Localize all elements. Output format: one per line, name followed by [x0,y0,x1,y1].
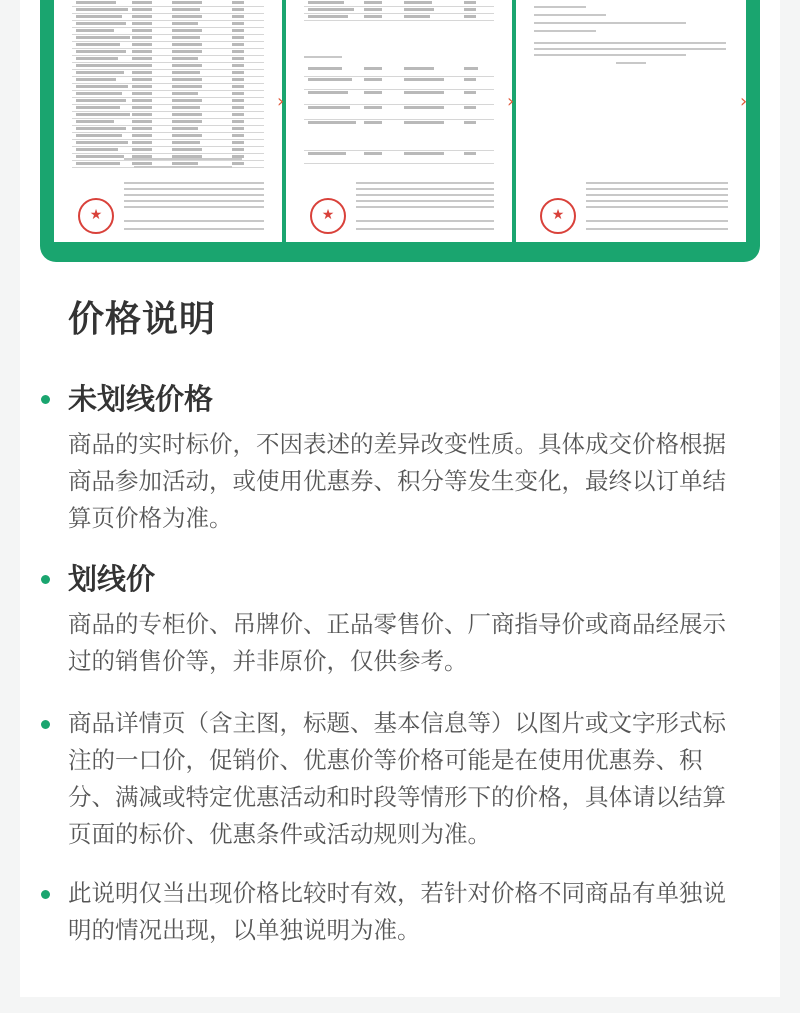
seal-icon [78,198,114,234]
chevron-right-icon[interactable]: › [277,91,285,112]
certificate-page-2[interactable] [286,0,512,242]
bullet-dot [41,395,50,404]
bullet-dot [41,575,50,584]
seal-icon [540,198,576,234]
heading-unmarked-price: 未划线价格 [68,382,214,416]
certificate-page-1[interactable] [54,0,282,242]
chevron-right-icon[interactable]: › [507,91,515,112]
detail-page-price-note: 商品详情页（含主图，标题、基本信息等）以图片或文字形式标注的一口价，促销价、优惠价等价格可能是在使用优惠券、积分、满减或特定优惠活动和时段等情形下的价格，具体请以结算页面的标价、优惠条件或活动规则为准。 [68,709,726,848]
unmarked-price-text: 商品的实时标价，不因表述的差异改变性质。具体成交价格根据商品参加活动，或使用优惠券、积分等发生变化，最终以订单结算页价格为准。 [68,430,726,532]
heading-strikethrough-price: 划线价 [68,562,156,596]
section-title: 价格说明 [68,299,217,340]
seal-icon [310,198,346,234]
bullet-dot [41,890,50,899]
certificate-gallery [40,0,760,262]
strikethrough-price-text: 商品的专柜价、吊牌价、正品零售价、厂商指导价或商品经展示过的销售价等，并非原价，仅供参考。 [68,610,726,675]
price-comparison-note: 此说明仅当出现价格比较时有效，若针对价格不同商品有单独说明的情况出现，以单独说明为准。 [68,879,726,944]
certificate-page-3[interactable] [516,0,746,242]
bullet-dot [41,720,50,729]
chevron-right-icon[interactable]: › [740,91,748,112]
